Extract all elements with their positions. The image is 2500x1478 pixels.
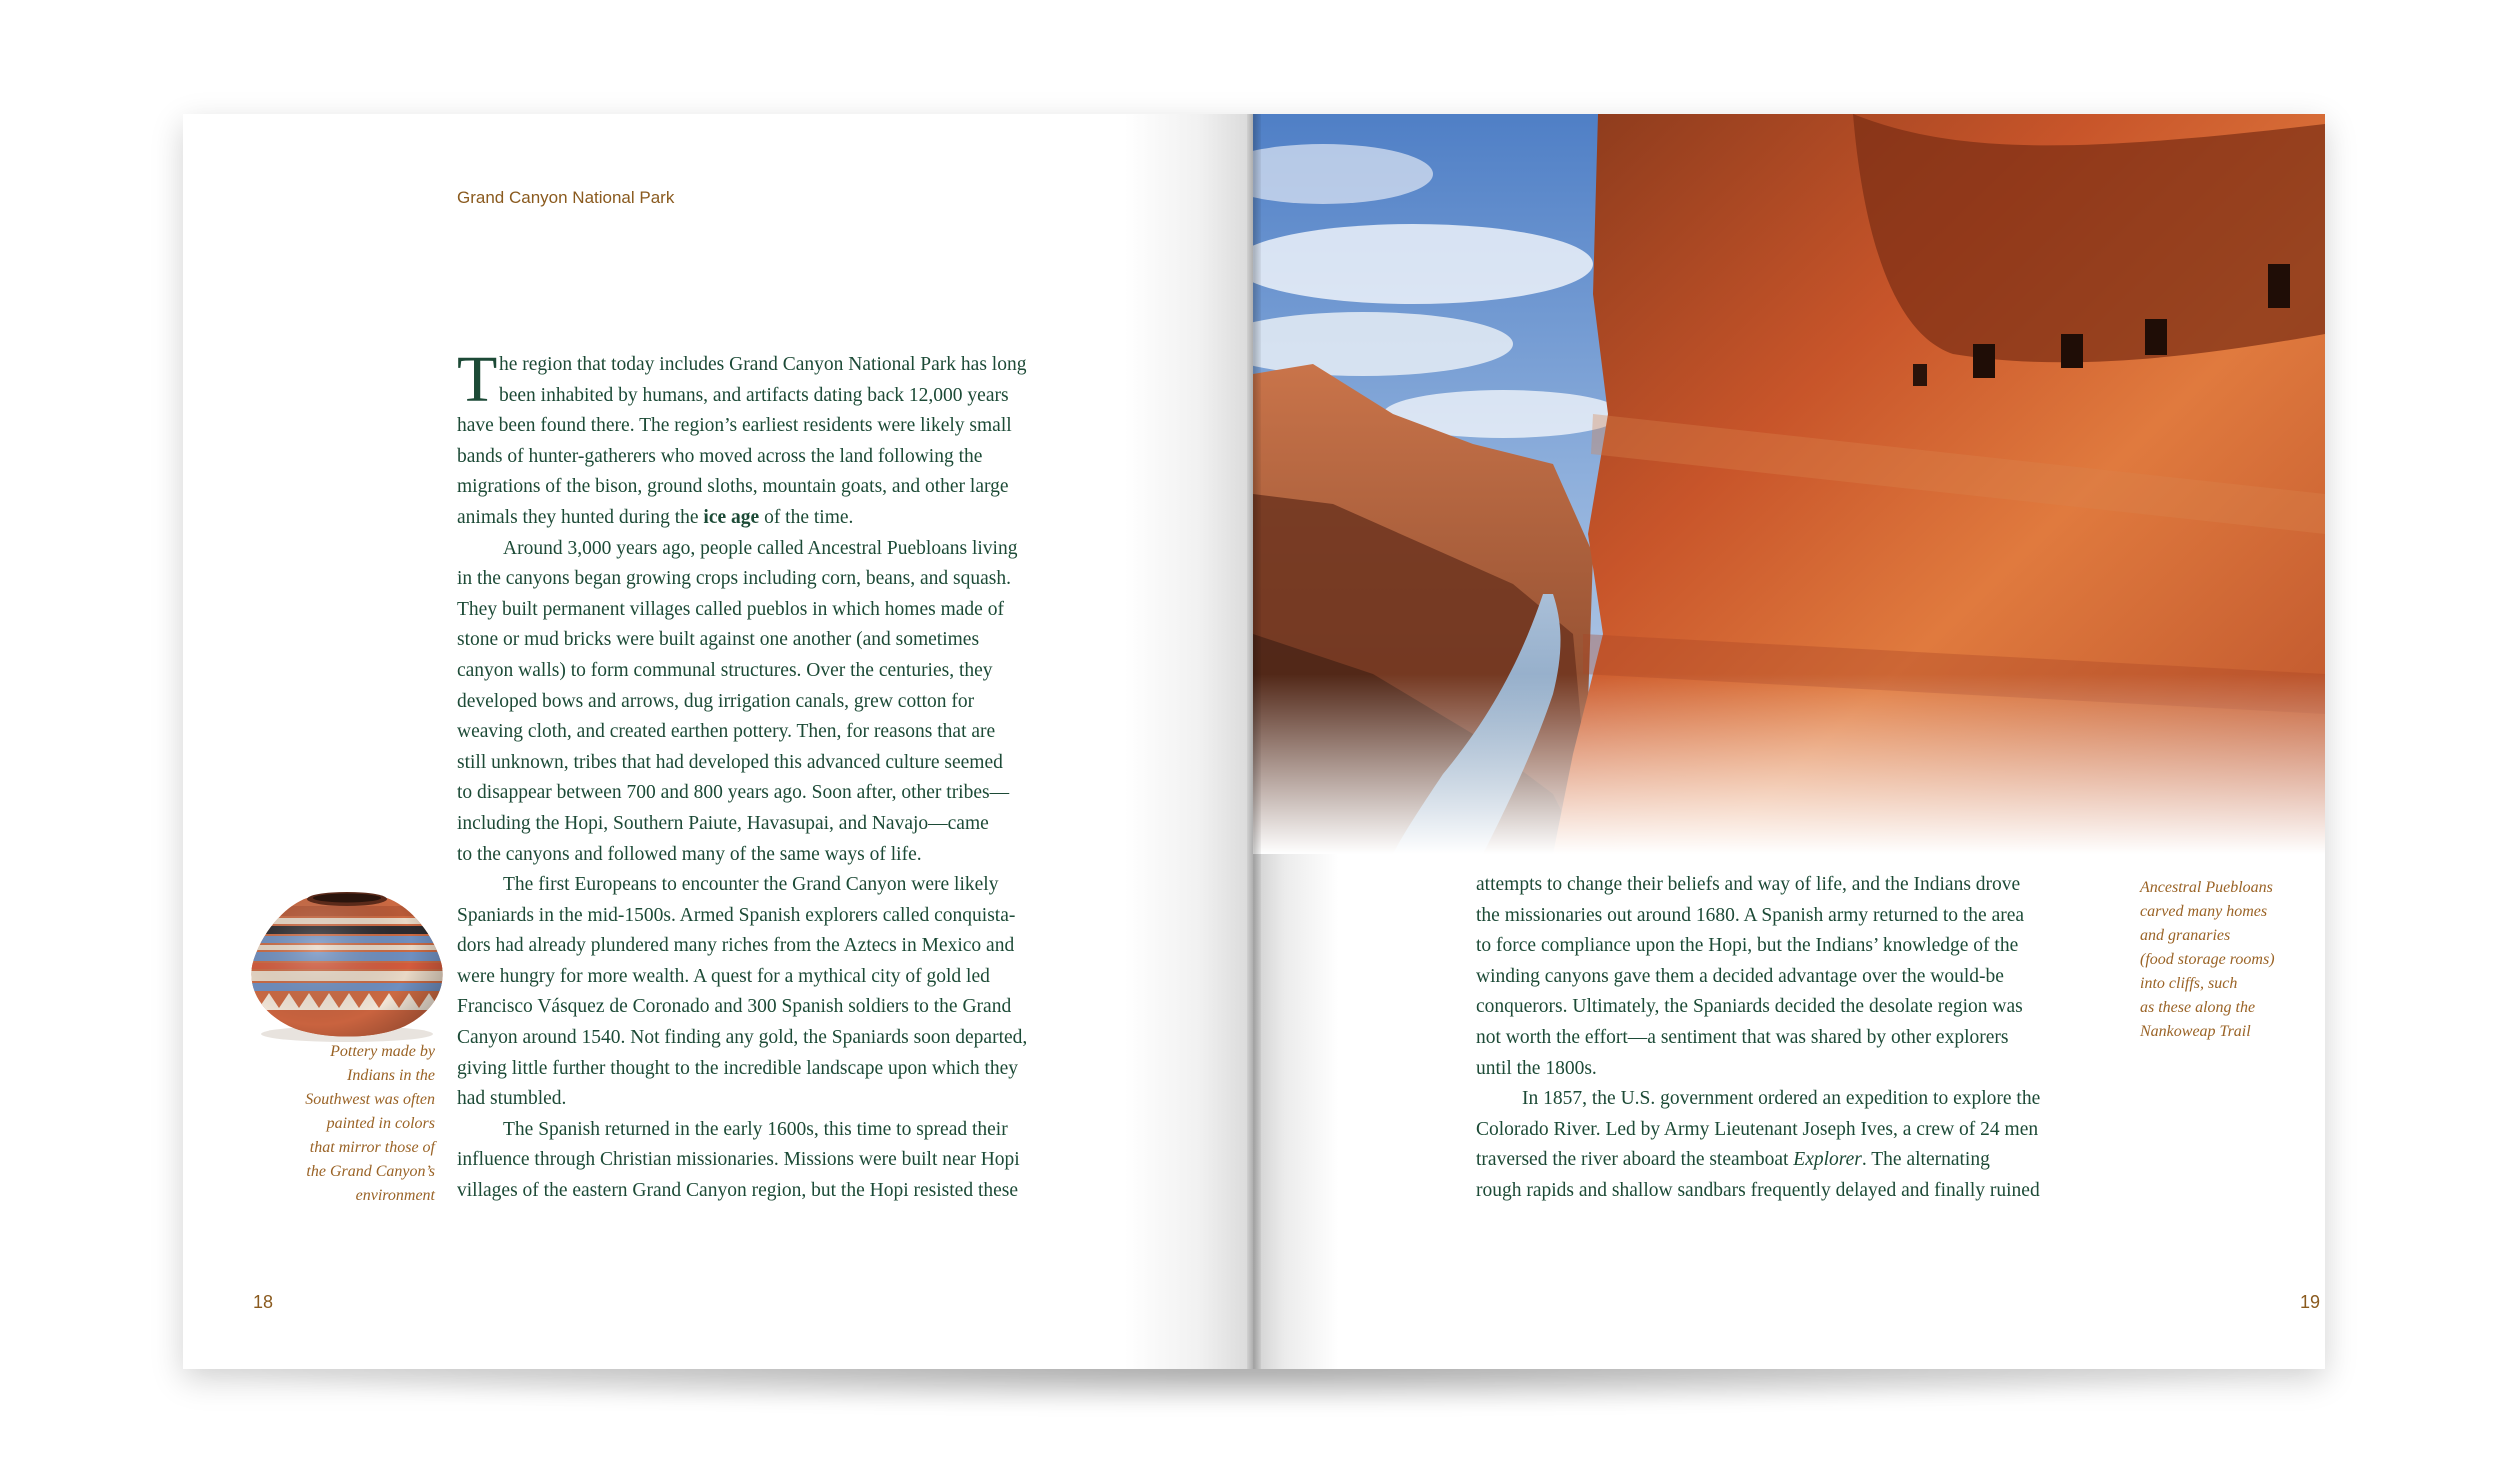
pottery-caption — [183, 1040, 435, 1208]
caption-line: Southwest was often — [305, 1091, 435, 1108]
caption-line: Ancestral Puebloans — [2140, 879, 2273, 896]
text-line: weaving cloth, and created earthen pottery. Then, for reasons that are — [457, 721, 996, 743]
pottery-image — [249, 884, 445, 1044]
page-number-left: 18 — [253, 1292, 274, 1312]
text-line: Colorado River. Led by Army Lieutenant Joseph Ives, a crew of 24 men — [1476, 1118, 2039, 1140]
caption-line: that mirror those of — [309, 1139, 435, 1156]
text-line: not worth the effort—a sentiment that was shared by other explorers — [1476, 1026, 2009, 1048]
open-book — [183, 114, 2325, 1369]
text-line: attempts to change their beliefs and way of life, and the Indians drove — [1476, 874, 2021, 895]
caption-line: environment — [355, 1187, 435, 1204]
book-gutter — [1247, 114, 1261, 1369]
text-line: developed bows and arrows, dug irrigation canals, grew cotton for — [457, 690, 975, 712]
text-line — [457, 503, 1097, 534]
text-line: until the 1800s. — [1476, 1057, 1597, 1079]
text-line: to disappear between 700 and 800 years ago. Soon after, other tribes— — [457, 782, 1010, 804]
text-line: villages of the eastern Grand Canyon region, but the Hopi resisted these — [457, 1180, 1019, 1202]
text-segment: traversed the river aboard the steamboat — [1476, 1149, 1794, 1171]
text-line: been inhabited by humans, and artifacts dating back 12,000 years — [499, 384, 1009, 406]
text-line: The first Europeans to encounter the Grand Canyon were likely — [503, 874, 999, 896]
text-line: dors had already plundered many riches from the Aztecs in Mexico and — [457, 935, 1015, 957]
caption-line: carved many homes — [2140, 903, 2268, 920]
caption-line: Indians in the — [347, 1067, 435, 1084]
text-line: Around 3,000 years ago, people called Ancestral Puebloans living — [503, 537, 1018, 559]
text-line: Canyon around 1540. Not finding any gold, the Spaniards soon departed, — [457, 1027, 1028, 1049]
text-line: have been found there. The region’s earliest residents were likely small — [457, 415, 1012, 437]
drop-cap: T — [457, 343, 498, 416]
text-segment: of the time. — [759, 506, 854, 528]
text-line: The Spanish returned in the early 1600s, this time to spread their — [503, 1118, 1008, 1140]
text-line: giving little further thought to the incredible landscape upon which they — [457, 1057, 1019, 1079]
text-line: Francisco Vásquez de Coronado and 300 Spanish soldiers to the Grand — [457, 996, 1012, 1018]
text-line: influence through Christian missionaries. Missions were built near Hopi — [457, 1149, 1020, 1171]
text-line: migrations of the bison, ground sloths, mountain goats, and other large — [457, 476, 1009, 498]
text-line: conquerors. Ultimately, the Spaniards decided the desolate region was — [1476, 996, 2023, 1018]
right-body-text — [1476, 870, 2116, 1207]
photo-caption — [2140, 876, 2320, 1044]
text-line: In 1857, the U.S. government ordered an expedition to explore the — [1522, 1088, 2041, 1110]
ship-name: Explorer — [1793, 1149, 1862, 1171]
caption-line: the Grand Canyon’s — [306, 1163, 435, 1180]
text-line: in the canyons began growing crops including corn, beans, and squash. — [457, 568, 1011, 590]
text-line — [1476, 1145, 2116, 1176]
right-page — [1253, 114, 2325, 1369]
text-line: to the canyons and followed many of the same ways of life. — [457, 843, 922, 865]
text-line: had stumbled. — [457, 1088, 567, 1110]
text-line: the missionaries out around 1680. A Spanish army returned to the area — [1476, 904, 2025, 926]
text-line: stone or mud bricks were built against one another (and sometimes — [457, 629, 980, 651]
text-segment: animals they hunted during the — [457, 506, 704, 528]
text-line: he region that today includes Grand Canyon National Park has long — [499, 354, 1027, 375]
caption-line: as these along the — [2140, 999, 2256, 1016]
canyon-photo — [1253, 114, 2325, 854]
text-line: rough rapids and shallow sandbars frequently delayed and finally ruined — [1476, 1179, 2040, 1201]
text-line: including the Hopi, Southern Paiute, Havasupai, and Navajo—came — [457, 812, 989, 834]
left-body-text — [457, 343, 1097, 1207]
text-line: bands of hunter-gatherers who moved across the land following the — [457, 445, 983, 467]
left-page — [183, 114, 1253, 1369]
caption-line: painted in colors — [326, 1115, 435, 1132]
text-line: to force compliance upon the Hopi, but the Indians’ knowledge of the — [1476, 935, 2019, 957]
text-line: were hungry for more wealth. A quest for a mythical city of gold led — [457, 965, 990, 987]
caption-line: and granaries — [2140, 927, 2231, 944]
caption-line: Nankoweap Trail — [2140, 1023, 2251, 1040]
caption-line: into cliffs, such — [2140, 975, 2238, 992]
text-line: canyon walls) to form communal structures. Over the centuries, they — [457, 659, 993, 681]
page-number-right: 19 — [2300, 1292, 2321, 1312]
glossary-term: ice age — [703, 506, 760, 528]
text-line: winding canyons gave them a decided advantage over the would-be — [1476, 965, 2004, 987]
text-line: still unknown, tribes that had developed this advanced culture seemed — [457, 751, 1003, 773]
text-segment: . The alternating — [1861, 1149, 1990, 1171]
running-head: Grand Canyon National Park — [457, 188, 675, 207]
caption-line: Pottery made by — [330, 1043, 435, 1060]
caption-line: (food storage rooms) — [2140, 951, 2275, 968]
text-line: Spaniards in the mid-1500s. Armed Spanish explorers called conquista- — [457, 904, 1016, 926]
text-line: They built permanent villages called pueblos in which homes made of — [457, 598, 1004, 620]
